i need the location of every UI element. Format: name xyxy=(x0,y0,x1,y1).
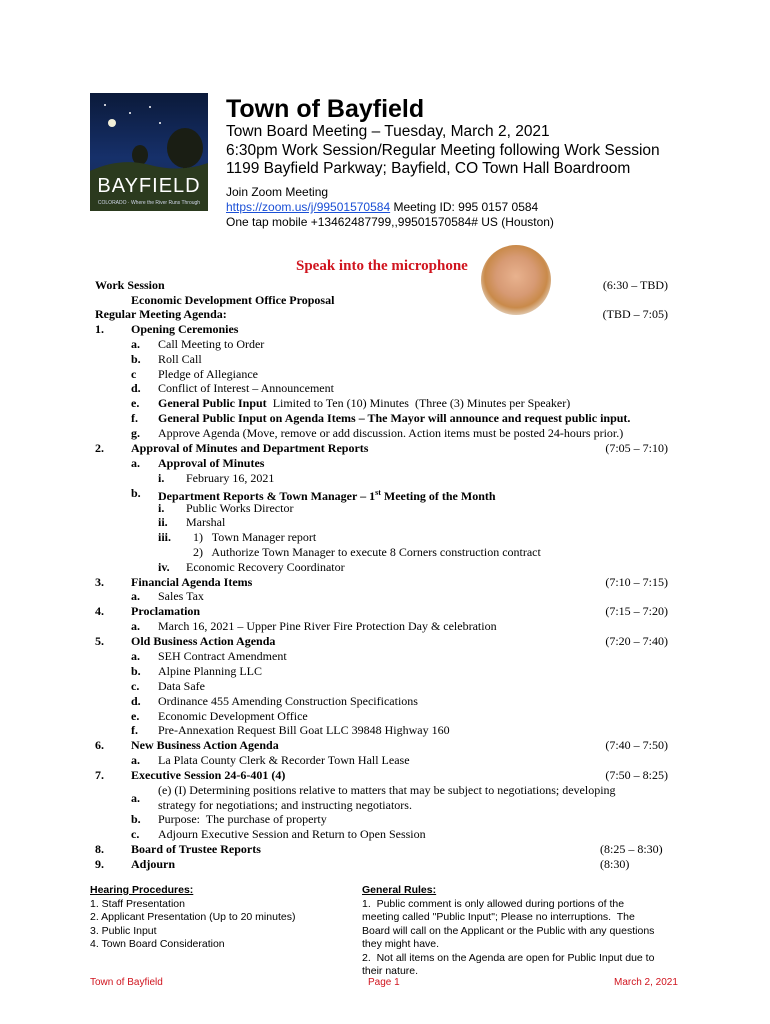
agenda-item: Purpose: The purchase of property xyxy=(158,812,327,826)
section-time: (8:25 – 8:30) xyxy=(600,842,663,856)
agenda-item: March 16, 2021 – Upper Pine River Fire Protection Day & celebration xyxy=(158,619,497,633)
section-number: 4. xyxy=(95,604,104,618)
section-title: New Business Action Agenda xyxy=(131,738,279,752)
item-letter: a. xyxy=(131,791,140,805)
ordinal-suffix: st xyxy=(375,488,381,497)
section-number: 3. xyxy=(95,575,104,589)
speak-notice: Speak into the microphone xyxy=(296,258,468,274)
section-time: (7:10 – 7:15) xyxy=(605,575,668,589)
meeting-time: 6:30pm Work Session/Regular Meeting following Work Session xyxy=(226,142,660,159)
item-letter: f. xyxy=(131,723,138,737)
item-letter: b. xyxy=(131,486,141,500)
meeting-date: Town Board Meeting – Tuesday, March 2, 2021 xyxy=(226,123,550,140)
agenda-item: SEH Contract Amendment xyxy=(158,649,287,663)
item-letter: d. xyxy=(131,381,141,395)
footer-date: March 2, 2021 xyxy=(614,977,678,988)
item-letter: a. xyxy=(131,456,140,470)
agenda-item: Pledge of Allegiance xyxy=(158,367,258,381)
item-letter: a. xyxy=(131,753,140,767)
zoom-link[interactable]: https://zoom.us/j/99501570584 xyxy=(226,200,391,214)
agenda-item xyxy=(158,396,570,410)
item-letter: a. xyxy=(131,337,140,351)
meeting-location: 1199 Bayfield Parkway; Bayfield, CO Town Hall Boardroom xyxy=(226,160,631,177)
work-session-item: Economic Development Office Proposal xyxy=(131,293,335,307)
agenda-item: La Plata County Clerk & Recorder Town Hall Lease xyxy=(158,753,410,767)
rules-line: 1. Public comment is only allowed during portions of the xyxy=(362,898,625,910)
section-number: 2. xyxy=(95,441,104,455)
regular-agenda-time: (TBD – 7:05) xyxy=(602,307,668,321)
item-letter: c xyxy=(131,367,137,381)
agenda-item: (e) (I) Determining positions relative to matters that may be subject to negotiations; developing xyxy=(158,783,616,797)
agenda-item: Economic Development Office xyxy=(158,709,308,723)
item-text-cont: Meeting of the Month xyxy=(380,489,496,503)
subitem-numeral: iii. xyxy=(158,530,172,544)
item-letter: g. xyxy=(131,426,140,440)
rules-line: they might have. xyxy=(362,938,440,950)
agenda-subitem: 1) Town Manager report xyxy=(193,530,317,544)
footer-town: Town of Bayfield xyxy=(90,977,163,988)
subitem-numeral: i. xyxy=(158,471,165,485)
section-number: 7. xyxy=(95,768,104,782)
agenda-subitem: Economic Recovery Coordinator xyxy=(186,560,345,574)
item-text: Department Reports & Town Manager – 1 xyxy=(158,489,376,503)
item-letter: c. xyxy=(131,679,140,693)
agenda-item: Call Meeting to Order xyxy=(158,337,265,351)
agenda-subitem: 2) Authorize Town Manager to execute 8 Corners construction contract xyxy=(193,545,541,559)
item-letter: e. xyxy=(131,396,140,410)
hearing-step: 4. Town Board Consideration xyxy=(90,938,225,950)
subitem-numeral: ii. xyxy=(158,515,168,529)
agenda-item: Adjourn Executive Session and Return to Open Session xyxy=(158,827,426,841)
item-letter: b. xyxy=(131,664,141,678)
section-title: Executive Session 24-6-401 (4) xyxy=(131,768,286,782)
section-title: Adjourn xyxy=(131,857,176,871)
agenda-item: Sales Tax xyxy=(158,589,204,603)
agenda-item: Alpine Planning LLC xyxy=(158,664,262,678)
rules-line: 2. Not all items on the Agenda are open for Public Input due to xyxy=(362,952,655,964)
agenda-item: Roll Call xyxy=(158,352,202,366)
rules-line: meeting called "Public Input"; Please no interruptions. The xyxy=(362,911,635,923)
item-letter: a. xyxy=(131,589,140,603)
section-time: (7:20 – 7:40) xyxy=(605,634,668,648)
rules-line: Board will call on the Applicant or the Public with any questions xyxy=(362,925,655,937)
item-letter: b. xyxy=(131,812,141,826)
section-title: Approval of Minutes and Department Reports xyxy=(131,441,369,455)
section-number: 8. xyxy=(95,842,104,856)
section-time: (7:05 – 7:10) xyxy=(605,441,668,455)
agenda-item: Ordinance 455 Amending Construction Specifications xyxy=(158,694,418,708)
item-bold-text: General Public Input xyxy=(158,396,267,410)
subitem-numeral: i. xyxy=(158,501,165,515)
section-number: 5. xyxy=(95,634,104,648)
item-detail-text: Limited to Ten (10) Minutes (Three (3) Minutes per Speaker) xyxy=(266,396,571,410)
footer-page-number: Page 1 xyxy=(368,977,400,988)
item-letter: a. xyxy=(131,619,140,633)
one-tap-mobile: One tap mobile +13462487799,,99501570584# US (Houston) xyxy=(226,215,554,229)
agenda-subitem: Marshal xyxy=(186,515,226,529)
zoom-label: Join Zoom Meeting xyxy=(226,185,329,199)
item-letter: e. xyxy=(131,709,140,723)
section-title: Old Business Action Agenda xyxy=(131,634,276,648)
section-title: Proclamation xyxy=(131,604,201,618)
speaker-portrait-image xyxy=(481,245,551,315)
agenda-item: Approval of Minutes xyxy=(158,456,265,470)
section-time: (7:40 – 7:50) xyxy=(605,738,668,752)
agenda-item-cont: strategy for negotiations; and instructing negotiators. xyxy=(158,798,412,812)
regular-agenda-heading: Regular Meeting Agenda: xyxy=(95,307,227,321)
section-time: (7:15 – 7:20) xyxy=(605,604,668,618)
work-session-heading: Work Session xyxy=(95,278,165,292)
section-title: Board of Trustee Reports xyxy=(131,842,261,856)
logo-wordmark: BAYFIELD xyxy=(97,175,201,197)
section-time: (7:50 – 8:25) xyxy=(605,768,668,782)
section-title: Opening Ceremonies xyxy=(131,322,239,336)
general-rules-heading: General Rules: xyxy=(362,884,437,896)
item-letter: b. xyxy=(131,352,141,366)
section-number: 1. xyxy=(95,322,104,336)
agenda-item: Conflict of Interest – Announcement xyxy=(158,381,334,395)
agenda-item: Pre-Annexation Request Bill Goat LLC 39848 Highway 160 xyxy=(158,723,450,737)
agenda-item: Approve Agenda (Move, remove or add discussion. Action items must be posted 24-hours prior.) xyxy=(158,426,624,440)
section-number: 6. xyxy=(95,738,104,752)
hearing-step: 1. Staff Presentation xyxy=(90,898,185,910)
rules-line: their nature. xyxy=(362,965,419,977)
hearing-step: 2. Applicant Presentation (Up to 20 minutes) xyxy=(90,911,296,923)
town-logo xyxy=(90,93,208,211)
item-letter: f. xyxy=(131,411,138,425)
agenda-subitem: February 16, 2021 xyxy=(186,471,275,485)
item-letter: d. xyxy=(131,694,141,708)
section-title: Financial Agenda Items xyxy=(131,575,253,589)
agenda-subitem: Public Works Director xyxy=(186,501,294,515)
zoom-info-line xyxy=(226,200,538,214)
logo-tagline: COLORADO · Where the River Runs Through xyxy=(97,200,201,206)
agenda-item: General Public Input on Agenda Items – The Mayor will announce and request public input. xyxy=(158,411,631,425)
section-time: (8:30) xyxy=(600,857,630,871)
section-number: 9. xyxy=(95,857,104,871)
meeting-id: Meeting ID: 995 0157 0584 xyxy=(390,200,539,214)
page-title: Town of Bayfield xyxy=(226,95,425,123)
work-session-time: (6:30 – TBD) xyxy=(602,278,668,292)
subitem-numeral: iv. xyxy=(158,560,170,574)
item-letter: c. xyxy=(131,827,140,841)
agenda-item: Data Safe xyxy=(158,679,205,693)
item-letter: a. xyxy=(131,649,140,663)
hearing-step: 3. Public Input xyxy=(90,925,157,937)
hearing-procedures-heading: Hearing Procedures: xyxy=(90,884,194,896)
